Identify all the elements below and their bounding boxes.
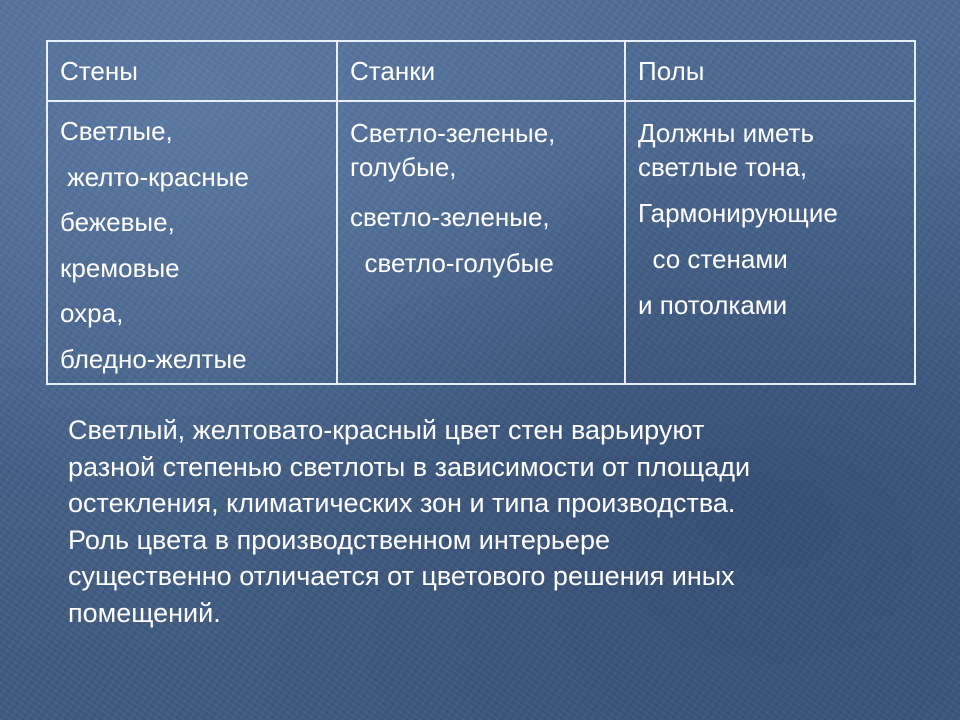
walls-line: кремовые [60,252,180,283]
floors-line: и потолками [638,290,788,320]
header-machines-text: Станки [350,56,436,86]
paragraph-line: существенно отличается от цветового решения иных [68,561,735,591]
floors-line: Должны иметь [638,118,815,148]
paragraph-line: разной степенью светлоты в зависимости от площади [68,451,751,482]
walls-line: желто-красные [60,161,249,192]
walls-line: Светлые, [60,116,173,146]
cell-walls [47,101,337,384]
table-header-row [47,41,915,101]
table-body-row [47,101,915,384]
cell-floors [625,101,915,384]
colors-table [46,40,916,385]
machines-line: светло-голубые [350,248,554,278]
walls-line: бледно-желтые [60,343,247,374]
header-cell-machines [337,41,625,101]
machines-line: голубые, [350,152,457,182]
floors-line: со стенами [638,244,788,274]
paragraph-line: Роль цвета в производственном интерьере [68,524,610,555]
walls-line: бежевые, [60,207,175,238]
machines-line: Светло-зеленые, [350,118,556,148]
header-cell-floors [625,41,915,101]
paragraph-line: Светлый, желтовато-красный цвет стен варьируют [68,415,705,445]
paragraph-line: помещений. [68,597,221,628]
header-cell-walls [47,41,337,101]
machines-line: светло-зеленые, [350,202,550,232]
body-paragraph [68,412,908,631]
paragraph-line: остекления, климатических зон и типа производства. [68,488,736,518]
walls-line: охра, [60,298,124,329]
cell-machines [337,101,625,384]
floors-line: Гармонирующие [638,198,838,228]
header-walls-text: Стены [60,56,138,86]
floors-line: светлые тона, [638,152,808,182]
header-floors-text: Полы [638,56,705,86]
